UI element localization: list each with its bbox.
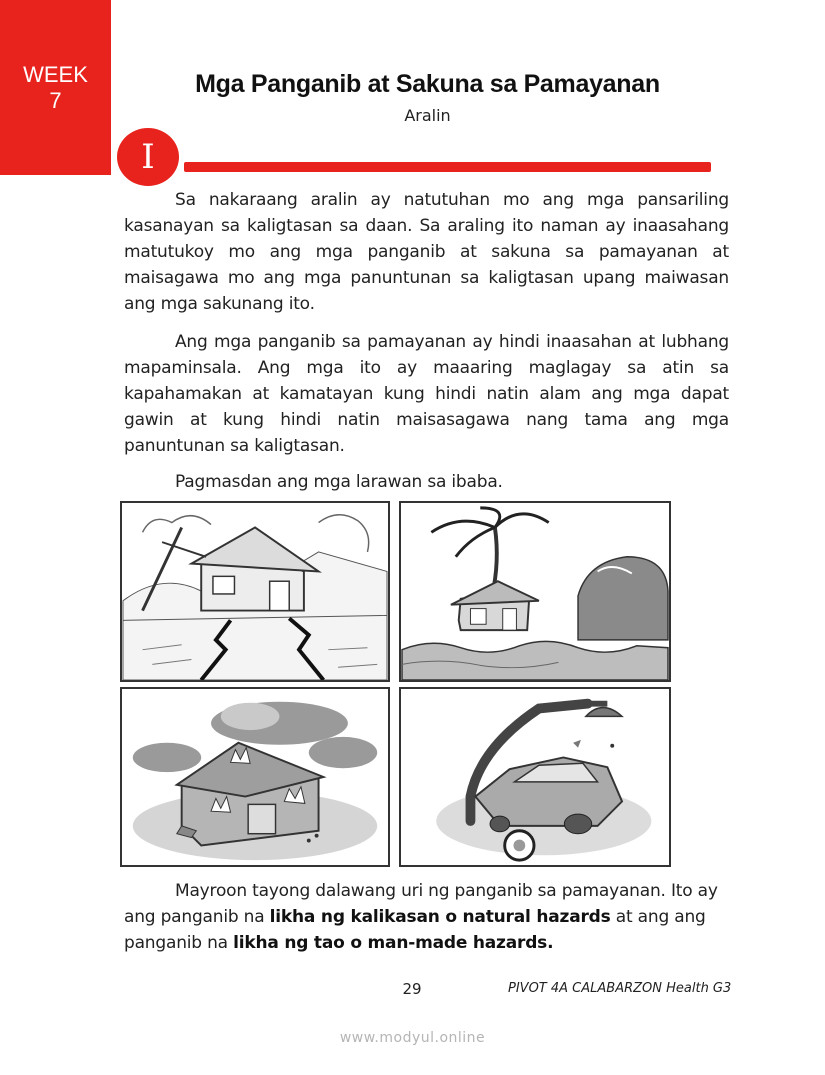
paragraph-instruction: Pagmasdan ang mga larawan sa ibaba. [175, 472, 503, 492]
week-number: 7 [49, 88, 62, 113]
earthquake-drawing [122, 503, 388, 680]
paragraph-hazards: Ang mga panganib sa pamayanan ay hindi inaasahan at lubhang mapaminsala. Ang mga ito ay maaaring maglagay sa atin sa kapahamakan at kamatayan kung hindi natin alam ang mga dapat gawin at kung hindi natin maisasagawa nang tama ang mga panuntunan sa kaligtasan. [124, 332, 729, 456]
tsunami-drawing [401, 503, 669, 680]
earthquake-illustration [120, 501, 390, 682]
paragraph-intro: Sa nakaraang aralin ay natutuhan mo ang mga pansariling kasanayan sa kaligtasan sa daan. Sa araling ito naman ay inaasahang matutukoy mo ang mga panganib at sakuna sa pamayanan at maisagawa mo ang mga panuntunan sa kaligtasan upang maiwasan ang mga sakunang ito. [124, 190, 729, 314]
section-divider [184, 162, 711, 172]
page-number: 29 [402, 980, 422, 998]
car-accident-drawing [401, 689, 669, 865]
man-made-hazards-term: likha ng tao o man-made hazards. [233, 933, 554, 953]
fire-illustration [120, 687, 390, 867]
car-accident-illustration [399, 687, 671, 867]
fire-drawing [122, 689, 388, 865]
footer-source: PIVOT 4A CALABARZON Health G3 [508, 981, 732, 996]
paragraph-hazard-types [124, 878, 729, 956]
page-title: Mga Panganib at Sakuna sa Pamayanan [195, 70, 660, 98]
hazard-text-part2: at ang ang panganib na [124, 907, 706, 953]
page-subtitle: Aralin [404, 106, 451, 125]
section-marker: I [117, 128, 179, 186]
week-label: WEEK [23, 62, 88, 87]
hazard-text-part1: Mayroon tayong dalawang uri ng panganib sa pamayanan. Ito ay ang panganib na [124, 881, 718, 927]
watermark: www.modyul.online [339, 1030, 486, 1046]
natural-hazards-term: likha ng kalikasan o natural hazards [269, 907, 611, 927]
tsunami-illustration [399, 501, 671, 682]
week-tab [0, 0, 111, 175]
